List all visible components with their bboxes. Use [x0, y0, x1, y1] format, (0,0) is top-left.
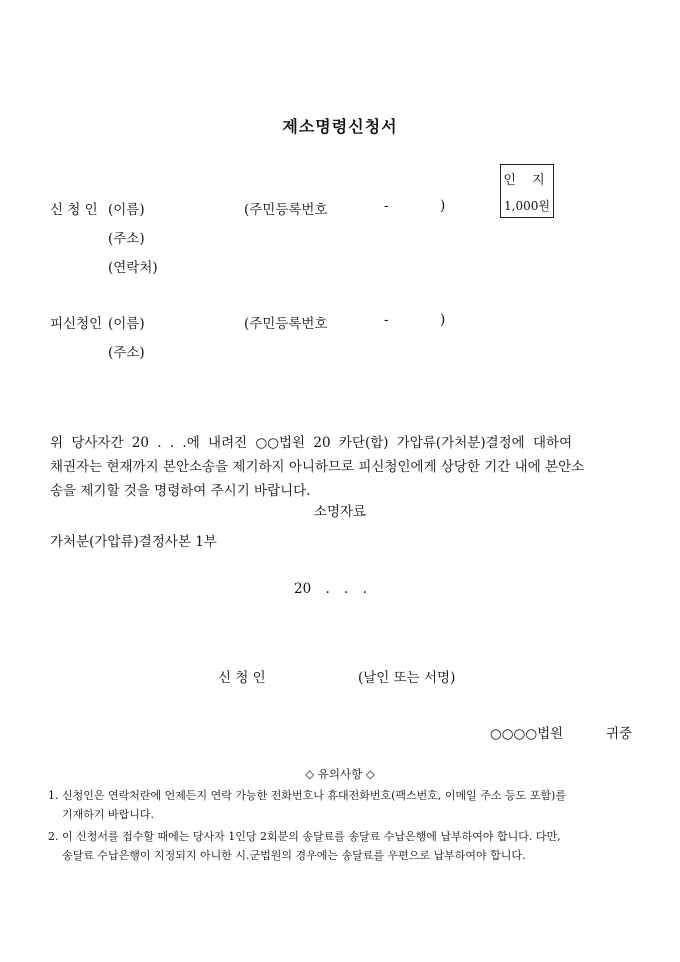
seal-note: (날인 또는 서명) — [358, 670, 456, 686]
body-line-2: 채권자는 현재까지 본안소송을 제기하지 아니하므로 피신청인에게 상당한 기간 내에 본안소 — [50, 459, 585, 475]
body-line-3: 송을 제기할 것을 명령하여 주시기 바랍니다. — [50, 483, 311, 499]
respondent-address-label: (주소) — [108, 345, 145, 361]
signature-label: 신 청 인 — [218, 670, 266, 686]
applicant-id-label: (주민등록번호 — [244, 202, 328, 218]
applicant-name-label: (이름) — [108, 202, 145, 218]
respondent-name-label: (이름) — [108, 316, 145, 332]
note-1-line-1: 1. 신청인은 연락처란에 언제든지 연락 가능한 전화번호나 휴대전화번호(팩스번호, 이메일 주소 등도 포함)를 — [48, 789, 566, 802]
filing-date: 20 . . . — [294, 581, 367, 597]
note-2-line-1: 2. 이 신청서를 접수할 때에는 당사자 1인당 2회분의 송달료를 송달료 수납은행에 납부하여야 합니다. 다만, — [48, 830, 561, 843]
applicant-address-label: (주소) — [108, 231, 145, 247]
stamp-amount: 1,000원 — [504, 199, 550, 213]
evidence-item: 가처분(가압류)결정사본 1부 — [50, 534, 217, 550]
respondent-label: 피신청인 — [50, 316, 103, 332]
note-1-line-2: 기재하기 바랍니다. — [62, 808, 155, 821]
stamp-label: 인 지 — [503, 173, 551, 188]
request-body — [50, 431, 630, 503]
note-2-line-2: 송달료 수납은행이 지정되지 아니한 시.군법원의 경우에는 송달료를 우편으로 납부하여야 합니다. — [62, 849, 526, 862]
respondent-id-label: (주민등록번호 — [244, 316, 328, 332]
notes-list — [48, 786, 634, 865]
revenue-stamp-box — [500, 164, 554, 218]
body-line-1: 위 당사자간 20 . . .에 내려진 ○○법원 20 카단(합) 가압류(가처분)결정에 대하여 — [50, 435, 573, 451]
applicant-label: 신 청 인 — [50, 202, 98, 218]
court-suffix: 귀중 — [606, 726, 633, 742]
document-title: 제소명령신청서 — [282, 117, 398, 136]
evidence-heading: 소명자료 — [313, 504, 367, 520]
applicant-id-dash: - — [384, 198, 389, 214]
notes-heading: ◇ 유의사항 ◇ — [305, 767, 375, 781]
applicant-contact-label: (연락처) — [108, 260, 158, 276]
applicant-id-close: ) — [440, 198, 446, 214]
respondent-id-dash: - — [384, 312, 389, 328]
respondent-id-close: ) — [440, 312, 446, 328]
court-name: ○○○○법원 — [490, 726, 564, 742]
